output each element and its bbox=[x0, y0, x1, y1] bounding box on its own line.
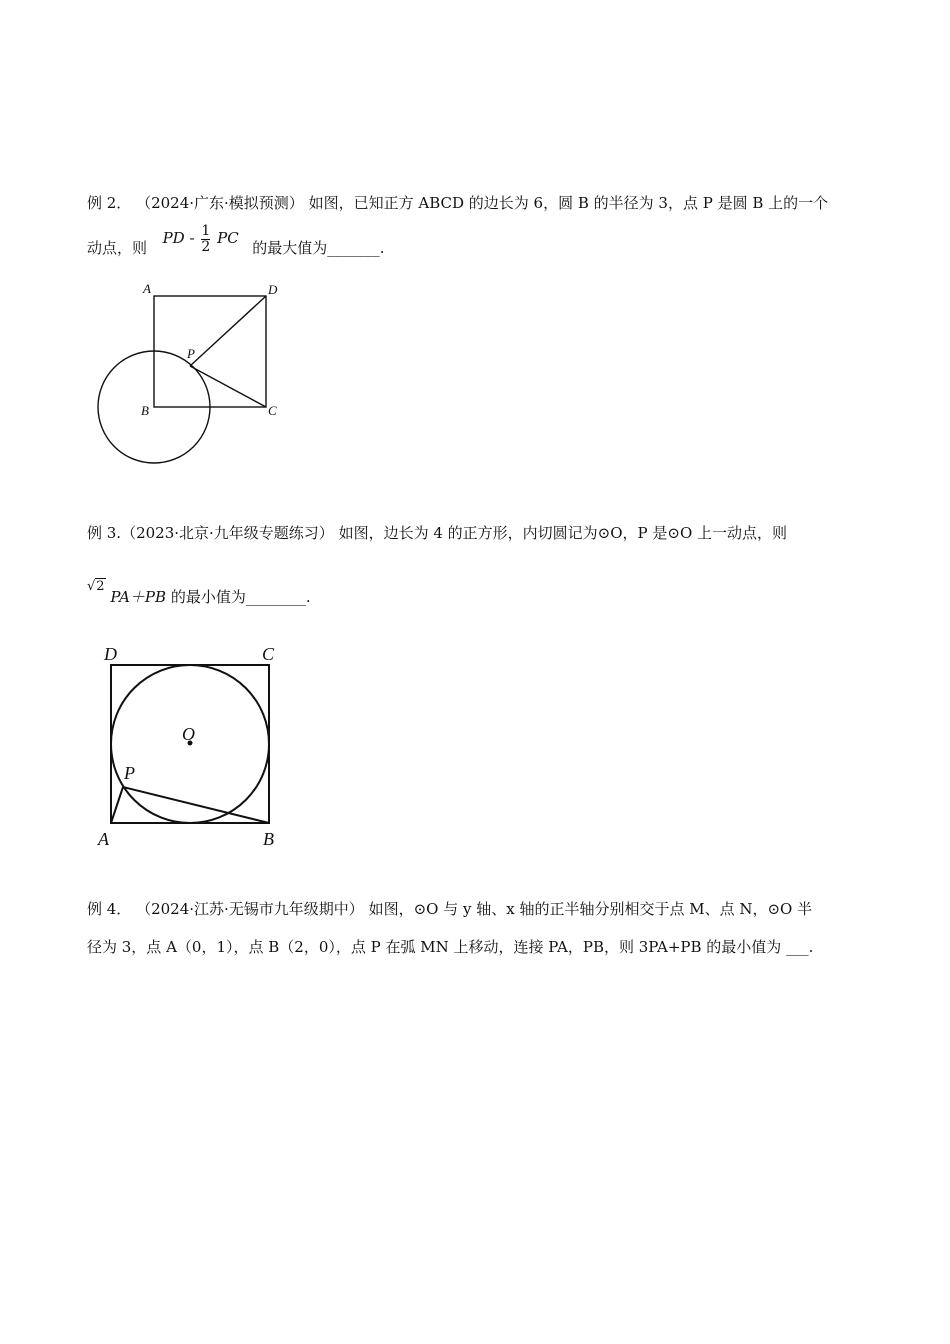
ex3-sqrt-radicand: 2 bbox=[96, 579, 105, 594]
ex2-end: . bbox=[379, 239, 385, 257]
ex2-fraction-den: 2 bbox=[201, 238, 211, 255]
ex3-sqrt: √2 bbox=[87, 579, 105, 594]
ex2-text-1: 如图，已知正方 ABCD 的边长为 6，圆 B 的半径为 3，点 P 是圆 B 上的一个 bbox=[308, 194, 829, 212]
ex3-label-a: A bbox=[98, 829, 109, 849]
ex2-label-d: D bbox=[268, 282, 278, 297]
ex3-label-o: O bbox=[182, 724, 195, 744]
ex2-text-2b: 的最大值为 bbox=[252, 239, 328, 257]
ex2-source: （2024·广东·模拟预测） bbox=[136, 194, 304, 212]
ex4-text-2: 径为 3，点 A（0，1），点 B（2，0），点 P 在弧 MN 上移动，连接 PA，PB，则 3PA+PB 的最小值为 bbox=[87, 938, 782, 956]
ex3-segment-pa bbox=[111, 787, 123, 823]
ex3-label-p: P bbox=[124, 763, 135, 783]
ex3-text-1: 如图，边长为 4 的正方形，内切圆记为⊙O，P 是⊙O 上一动点，则 bbox=[338, 524, 788, 542]
ex2-expr-minus: - bbox=[189, 229, 195, 247]
ex2-label-p: P bbox=[187, 346, 195, 361]
ex2-fraction-num: 1 bbox=[201, 222, 211, 239]
ex4-prefix: 例 4． bbox=[87, 900, 132, 918]
ex2-label-c: C bbox=[268, 403, 277, 418]
ex3-label-b: B bbox=[263, 829, 274, 849]
ex3-expr: PA＋PB bbox=[110, 588, 167, 606]
ex4-blank: ___ bbox=[786, 938, 809, 956]
ex2-label-a: A bbox=[143, 281, 151, 296]
ex3-segment-pb bbox=[123, 787, 269, 823]
ex2-prefix: 例 2． bbox=[87, 194, 132, 212]
ex2-blank: _______ bbox=[327, 239, 380, 257]
ex3-blank: ________ bbox=[245, 588, 306, 606]
ex4-line-1 bbox=[87, 899, 812, 919]
ex2-expr-pd: PD bbox=[162, 229, 185, 247]
ex4-line-2 bbox=[87, 937, 813, 957]
ex2-expr-pc: PC bbox=[217, 229, 239, 247]
ex3-label-c: C bbox=[262, 644, 275, 664]
ex4-text-1: 如图，⊙O 与 y 轴、x 轴的正半轴分别相交于点 M、点 N，⊙O 半 bbox=[368, 900, 813, 918]
ex3-text-2: 的最小值为 bbox=[170, 588, 246, 606]
ex3-source: （2023·北京·九年级专题练习） bbox=[121, 524, 334, 542]
ex3-prefix: 例 3. bbox=[87, 524, 122, 542]
ex3-end: . bbox=[305, 588, 311, 606]
ex2-label-b: B bbox=[141, 403, 149, 418]
ex2-text-2a: 动点，则 bbox=[87, 239, 148, 257]
ex4-end: . bbox=[808, 938, 814, 956]
ex3-label-d: D bbox=[104, 644, 117, 664]
ex4-source: （2024·江苏·无锡市九年级期中） bbox=[136, 900, 364, 918]
